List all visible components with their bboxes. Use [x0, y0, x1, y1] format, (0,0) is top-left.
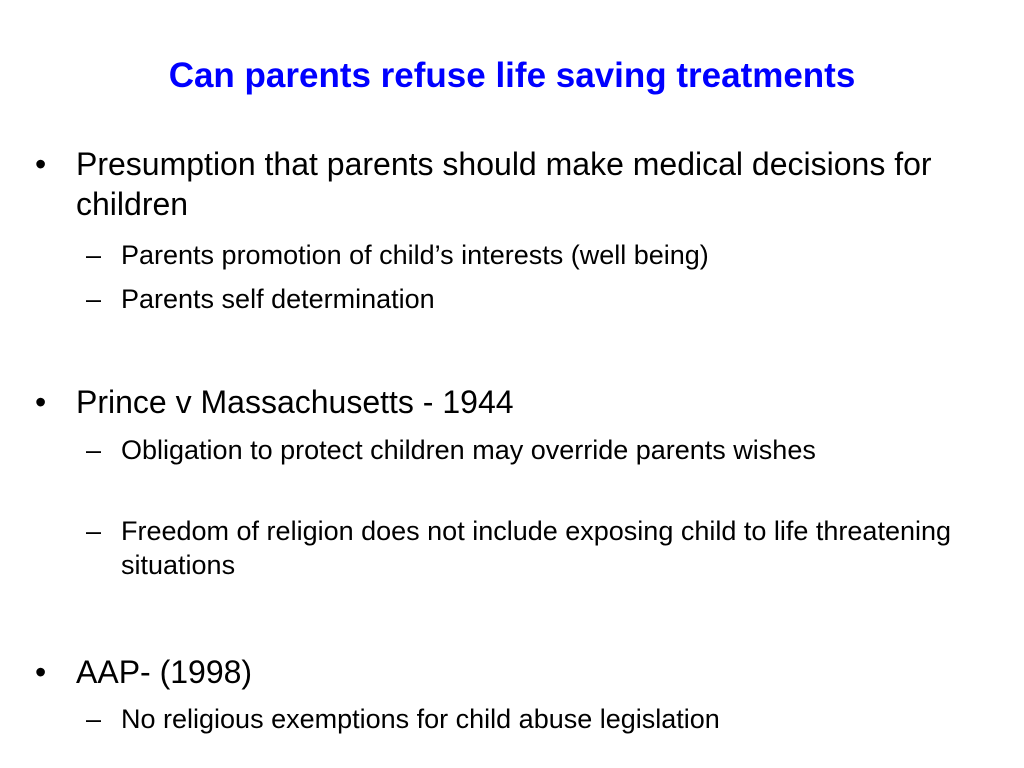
sub-bullet-marker: – — [86, 516, 102, 546]
sub-bullet-marker: – — [86, 240, 102, 270]
sub-bullet-item — [86, 238, 966, 272]
bullet-marker: • — [35, 384, 47, 420]
bullet-marker: • — [35, 146, 47, 182]
sub-bullet-item — [86, 282, 966, 316]
sub-bullet-text: Obligation to protect children may override parents wishes — [121, 435, 816, 465]
sub-bullet-text: Parents self determination — [121, 284, 435, 314]
sub-bullet-marker: – — [86, 284, 102, 314]
sub-bullet-text: No religious exemptions for child abuse legislation — [121, 704, 720, 734]
bullet-text: AAP- (1998) — [76, 654, 253, 690]
sub-bullet-item — [86, 433, 966, 467]
bullet-item — [33, 144, 963, 224]
bullet-item — [33, 652, 963, 692]
bullet-item — [33, 382, 963, 422]
bullet-text: Presumption that parents should make medical decisions for children — [76, 146, 932, 222]
sub-bullet-item — [86, 702, 966, 736]
bullet-marker: • — [35, 654, 47, 690]
sub-bullet-marker: – — [86, 435, 102, 465]
bullet-text: Prince v Massachusetts - 1944 — [76, 384, 514, 420]
slide-title: Can parents refuse life saving treatments — [168, 56, 856, 95]
sub-bullet-item — [86, 514, 966, 582]
sub-bullet-marker: – — [86, 704, 102, 734]
sub-bullet-text: Freedom of religion does not include exposing child to life threatening situations — [121, 516, 952, 580]
sub-bullet-text: Parents promotion of child’s interests (well being) — [121, 240, 709, 270]
